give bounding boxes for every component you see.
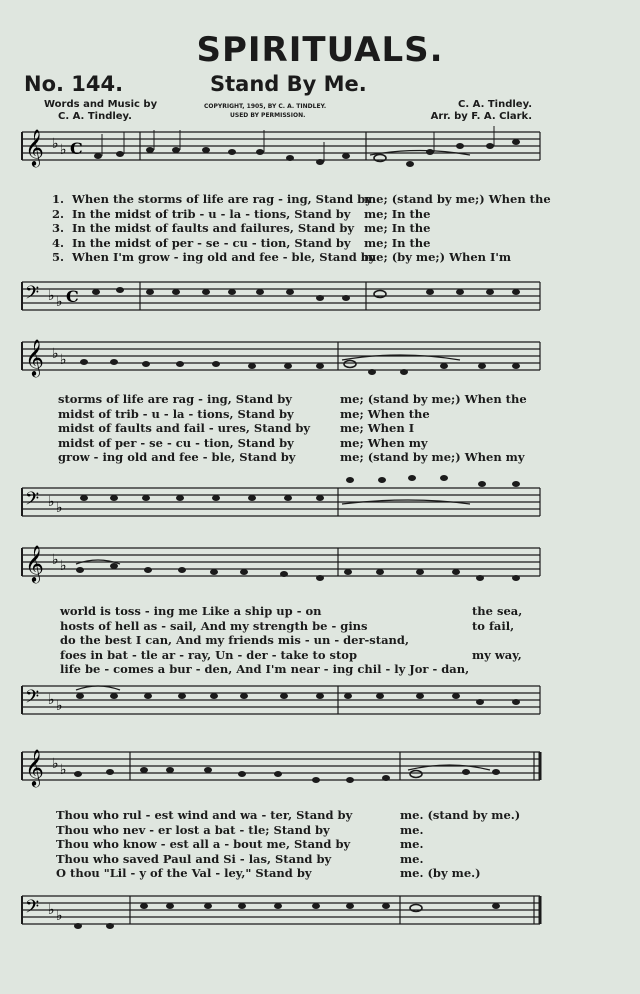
svg-text:♭: ♭ xyxy=(52,756,59,772)
svg-text:♭: ♭ xyxy=(60,352,67,368)
bass-staff xyxy=(20,272,542,334)
lyric-line: Thou who saved Paul and Si - las, Stand by me. xyxy=(56,851,424,866)
svg-text:♭: ♭ xyxy=(48,692,55,708)
lyric-line: O thou "Lil - y of the Val - ley," Stand by me. (by me.) xyxy=(56,866,481,880)
credit-words-music-label: Words and Music by xyxy=(44,99,158,110)
lyric-line: 3. In the midst of faults and failures, Stand by me; In the xyxy=(52,221,431,235)
lyric-line: 1. When the storms of life are rag - ing, Stand by me; (stand by me;) When the xyxy=(52,192,551,206)
credit-composer-arranger xyxy=(412,99,532,123)
hymn-title: Stand By Me. xyxy=(210,72,367,96)
lyrics-block-1 xyxy=(20,192,551,265)
svg-text:𝄢: 𝄢 xyxy=(25,283,40,308)
lyric-line: 4. In the midst of per - se - cu - tion, Stand by me; In the xyxy=(52,235,431,250)
music-system-1 xyxy=(20,124,551,336)
section-title: SPIRITUALS. xyxy=(196,30,444,70)
svg-text:♭: ♭ xyxy=(56,500,63,516)
lyric-line: grow - ing old and fee - ble, Stand by me; (stand by me;) When my xyxy=(58,450,525,464)
svg-text:𝄢: 𝄢 xyxy=(25,897,40,922)
treble-staff xyxy=(20,124,542,188)
svg-text:𝄞: 𝄞 xyxy=(25,748,44,786)
lyric-line: Thou who rul - est wind and wa - ter, Stand by me. (stand by me.) xyxy=(56,808,521,822)
lyric-line: midst of faults and fail - ures, Stand by me; When I xyxy=(58,421,415,435)
lyric-line: do the best I can, And my friends mis - un - der-stand, xyxy=(60,633,409,647)
lyric-line: life be - comes a bur - den, And I'm near - ing chil - ly Jor - dan, xyxy=(60,662,470,676)
svg-text:♭: ♭ xyxy=(48,902,55,918)
lyric-line: 2. In the midst of trib - u - la - tions, Stand by me; In the xyxy=(52,206,431,221)
svg-text:♭: ♭ xyxy=(56,294,63,310)
svg-text:𝄞: 𝄞 xyxy=(25,544,44,582)
treble-staff xyxy=(20,540,542,602)
svg-text:𝄞: 𝄞 xyxy=(25,128,44,166)
treble-staff xyxy=(20,744,542,806)
svg-text:𝄞: 𝄞 xyxy=(25,338,44,376)
music-system-4 xyxy=(20,744,542,940)
treble-staff xyxy=(20,334,542,396)
copyright-line-2: USED BY PERMISSION. xyxy=(230,112,306,119)
svg-text:C: C xyxy=(70,139,83,158)
credit-words-music xyxy=(44,99,157,123)
credit-composer: C. A. Tindley. xyxy=(458,99,532,110)
copyright-line-1: COPYRIGHT, 1905, BY C. A. TINDLEY. xyxy=(204,103,327,110)
svg-text:♭: ♭ xyxy=(60,142,67,158)
svg-text:♭: ♭ xyxy=(56,698,63,714)
copyright-notice xyxy=(204,102,326,120)
lyric-line: foes in bat - tle ar - ray, Un - der - take to stop my way, xyxy=(60,647,522,662)
music-system-3 xyxy=(20,540,542,736)
svg-text:C: C xyxy=(66,287,79,306)
svg-text:♭: ♭ xyxy=(60,762,67,778)
lyric-line: world is toss - ing me Like a ship up - on the sea, xyxy=(60,604,523,618)
lyrics-block-4 xyxy=(20,808,542,881)
music-system-2 xyxy=(20,334,542,534)
svg-text:𝄢: 𝄢 xyxy=(25,687,40,712)
bass-staff xyxy=(20,882,542,938)
bass-staff xyxy=(20,472,542,534)
lyric-line: Thou who know - est all a - bout me, Stand by me. xyxy=(56,837,424,851)
svg-text:♭: ♭ xyxy=(48,494,55,510)
lyrics-block-3 xyxy=(20,604,542,677)
svg-text:♭: ♭ xyxy=(52,552,59,568)
lyric-line: midst of trib - u - la - tions, Stand by me; When the xyxy=(58,406,430,421)
lyric-line: Thou who nev - er lost a bat - tle; Stand by me. xyxy=(56,822,424,837)
svg-text:♭: ♭ xyxy=(52,346,59,362)
svg-text:♭: ♭ xyxy=(60,558,67,574)
lyric-line: midst of per - se - cu - tion, Stand by me; When my xyxy=(58,435,428,450)
credit-arranger: Arr. by F. A. Clark. xyxy=(430,111,532,122)
lyric-line: storms of life are rag - ing, Stand by me; (stand by me;) When the xyxy=(58,392,527,406)
svg-text:♭: ♭ xyxy=(56,908,63,924)
bass-staff xyxy=(20,678,542,734)
svg-text:♭: ♭ xyxy=(52,136,59,152)
hymn-number: No. 144. xyxy=(24,72,124,96)
svg-text:𝄢: 𝄢 xyxy=(25,489,40,514)
lyric-line: hosts of hell as - sail, And my strength be - gins to fail, xyxy=(60,618,515,633)
svg-text:♭: ♭ xyxy=(48,288,55,304)
lyric-line: 5. When I'm grow - ing old and fee - ble, Stand by me; (by me;) When I'm xyxy=(52,250,512,264)
credit-words-music-author: C. A. Tindley. xyxy=(58,111,132,122)
lyrics-block-2 xyxy=(20,392,542,465)
